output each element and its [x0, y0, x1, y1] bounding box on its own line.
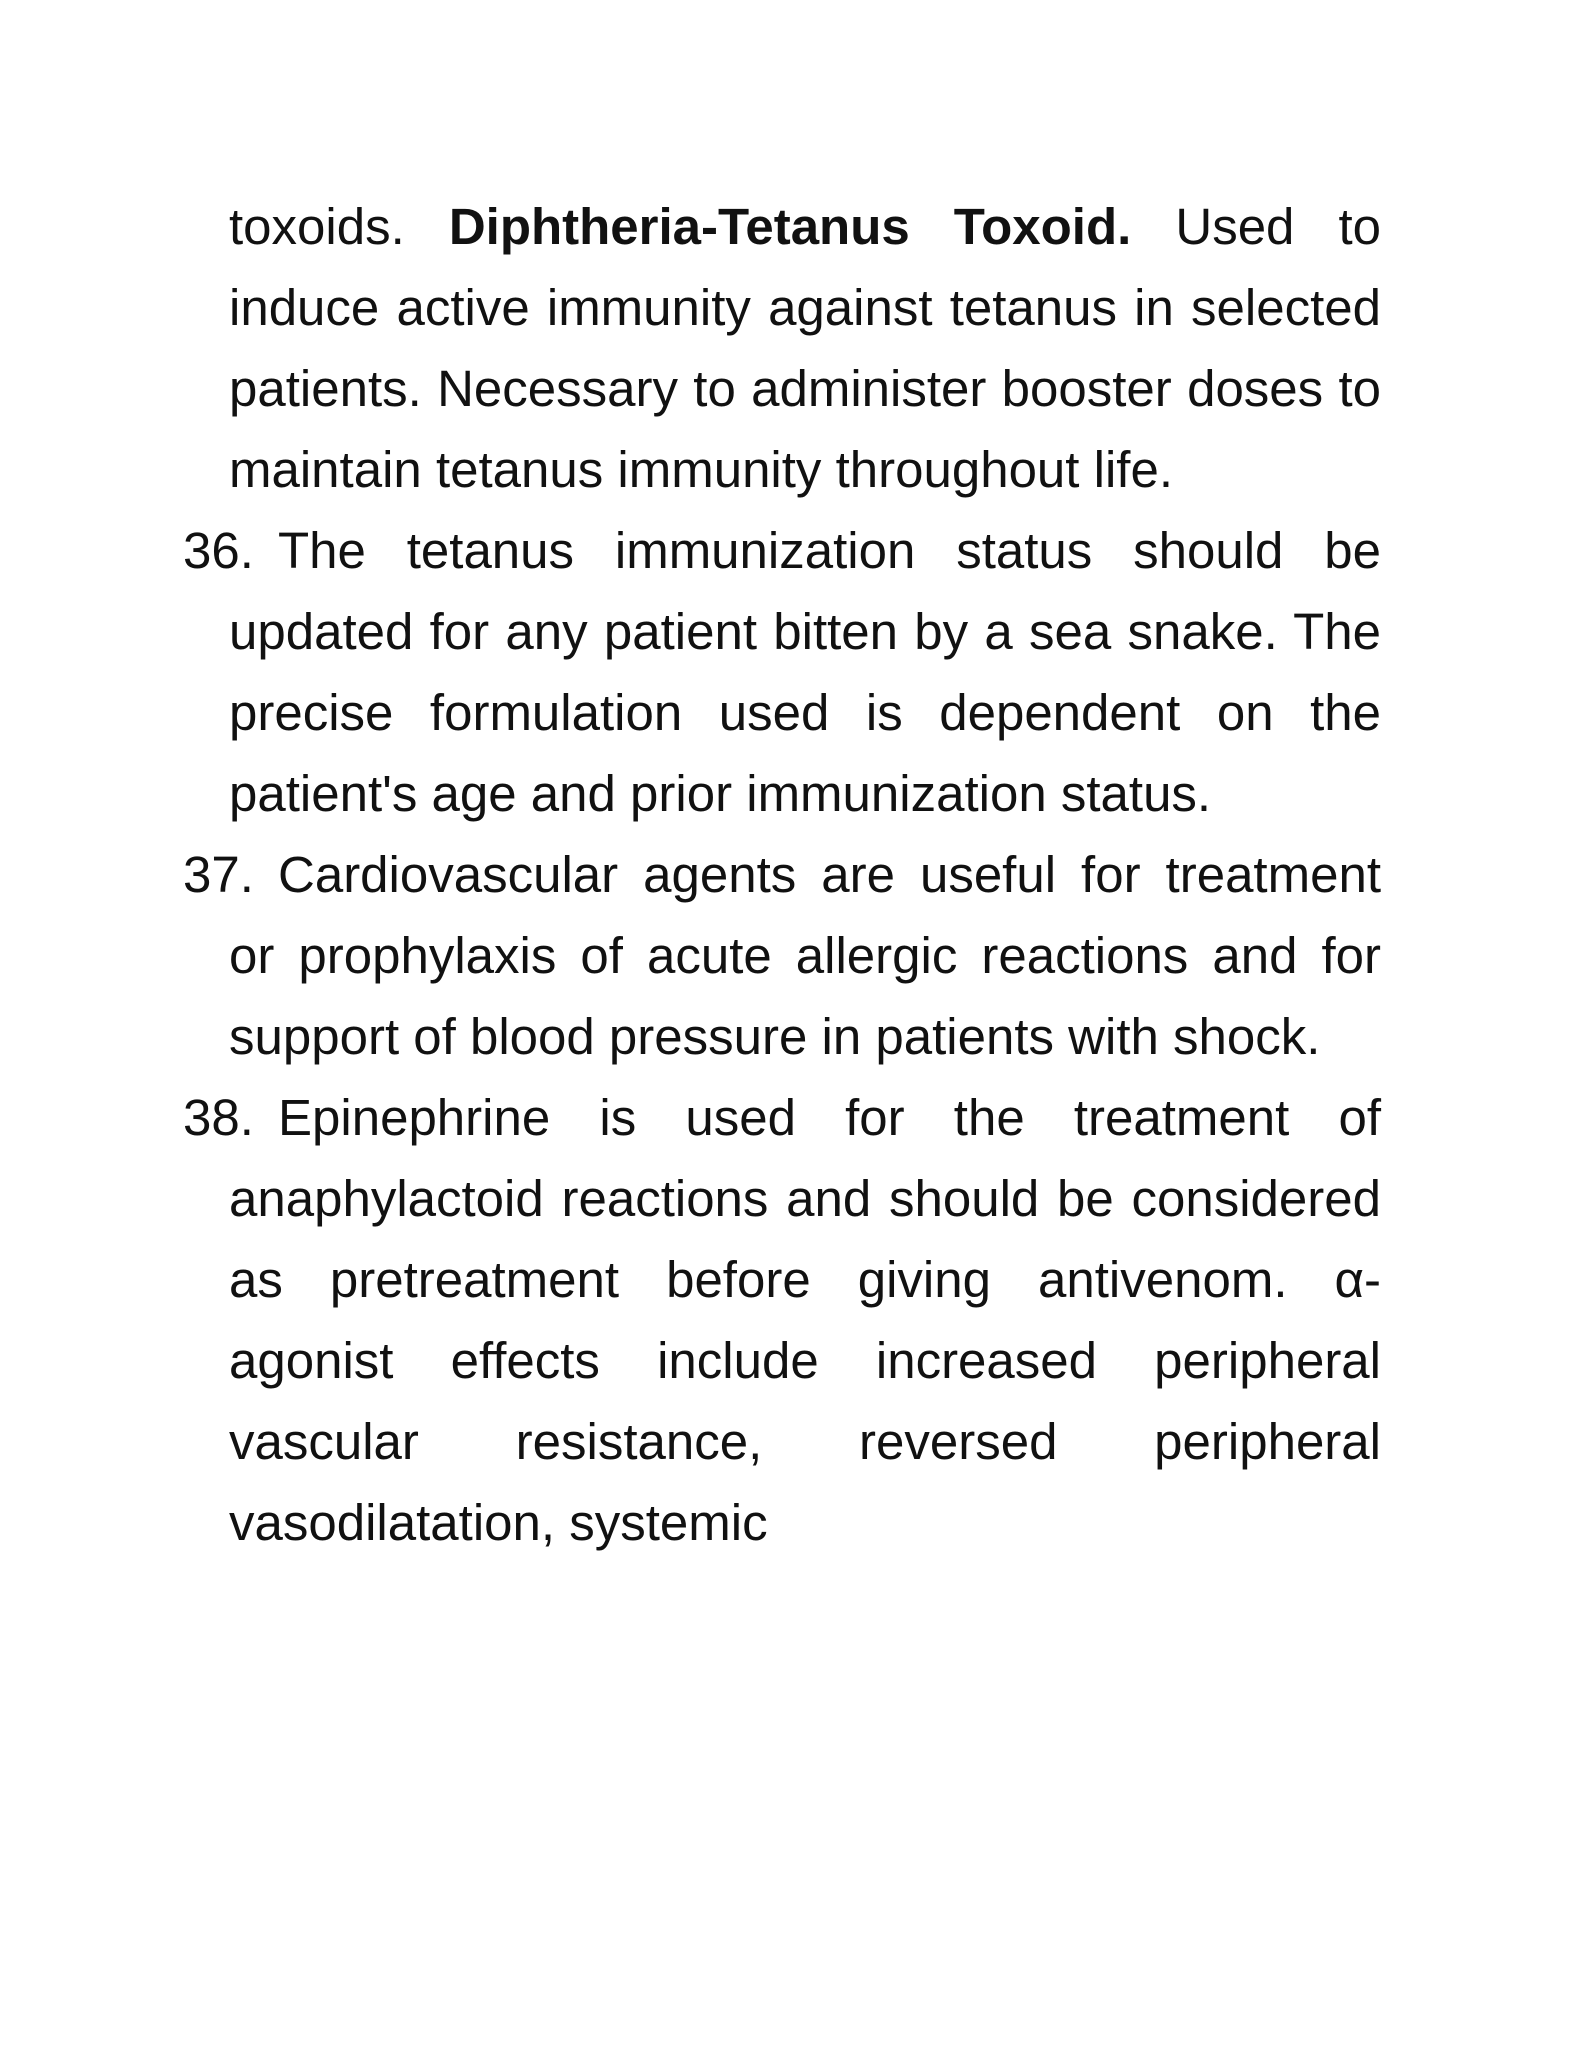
- list-item-36: [183, 510, 1381, 834]
- intro-paragraph: [183, 186, 1381, 510]
- item-text: The tetanus immunization status should be updated for any patient bitten by a sea snake. The precise formulation used is dependent on the patient's age and prior immunization status.: [229, 522, 1381, 822]
- item-number: 37.: [183, 846, 254, 903]
- intro-bold-term: Diphtheria-Tetanus Toxoid.: [448, 198, 1132, 255]
- item-text: Epinephrine is used for the treatment of anaphylactoid reactions and should be considered as pretreatment before giving antivenom. α-agonist effects include increased peripheral vascular resistance, reversed peripheral vasodilatation, systemic: [229, 1089, 1381, 1551]
- intro-lead: toxoids.: [229, 198, 405, 255]
- list-item-38: [183, 1077, 1381, 1563]
- item-text: Cardiovascular agents are useful for treatment or prophylaxis of acute allergic reactions and for support of blood pressure in patients with shock.: [229, 846, 1381, 1065]
- list-item-37: [183, 834, 1381, 1077]
- item-number: 38.: [183, 1089, 254, 1146]
- page-content: [183, 186, 1381, 1563]
- intro-rest: Used to induce active immunity against tetanus in selected patients. Necessary to administer booster doses to maintain tetanus immunity throughout life.: [229, 198, 1381, 498]
- item-number: 36.: [183, 522, 254, 579]
